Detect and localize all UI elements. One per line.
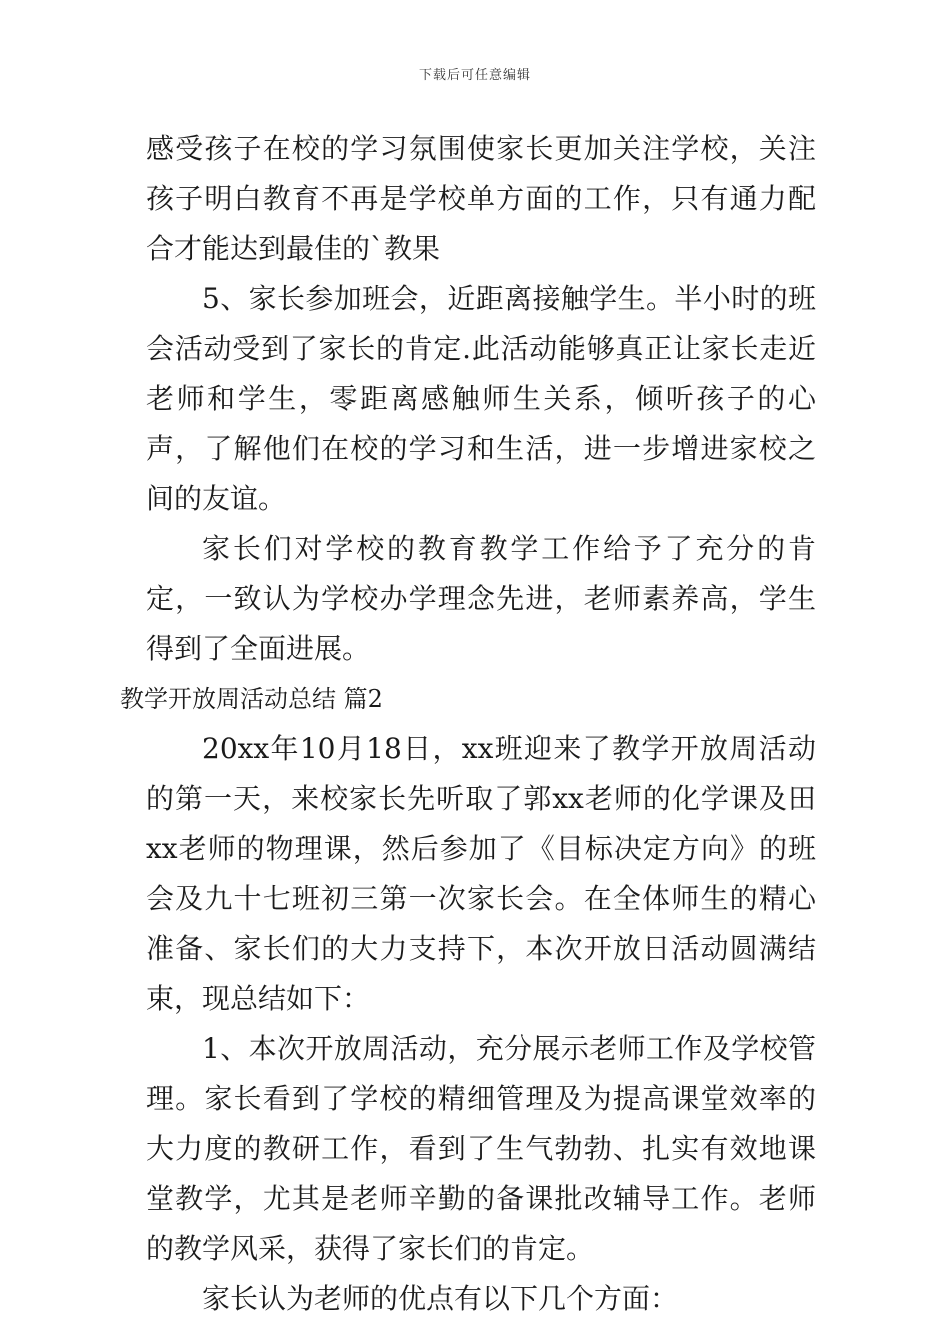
paragraph-4: 20xx年10月18日，xx班迎来了教学开放周活动的第一天，来校家长先听取了郭xx老师的化学课及田xx老师的物理课，然后参加了《目标决定方向》的班会及九十七班初三第一次家长会。在全体师生的精心准备、家长们的大力支持下，本次开放日活动圆满结束，现总结如下： xyxy=(146,732,816,1015)
document-body xyxy=(120,124,816,1324)
paragraph-5: 1、本次开放周活动，充分展示老师工作及学校管理。家长看到了学校的精细管理及为提高课堂效率的大力度的教研工作，看到了生气勃勃、扎实有效地课堂教学，尤其是老师辛勤的备课批改辅导工作。老师的教学风采，获得了家长们的肯定。 xyxy=(146,1032,816,1265)
paragraph-1: 感受孩子在校的学习氛围使家长更加关注学校，关注孩子明白教育不再是学校单方面的工作，只有通力配合才能达到最佳的`教果 xyxy=(146,132,816,265)
paragraph-2: 5、家长参加班会，近距离接触学生。半小时的班会活动受到了家长的肯定.此活动能够真正让家长走近老师和学生，零距离感触师生关系，倾听孩子的心声，了解他们在校的学习和生活，进一步增进家校之间的友谊。 xyxy=(146,282,816,515)
section-heading: 教学开放周活动总结 篇2 xyxy=(120,685,383,713)
page-header: 下载后可任意编辑 xyxy=(418,68,531,83)
paragraph-6: 家长认为老师的优点有以下几个方面： xyxy=(202,1282,679,1315)
paragraph-3: 家长们对学校的教育教学工作给予了充分的肯定，一致认为学校办学理念先进，老师素养高，学生得到了全面进展。 xyxy=(146,532,816,665)
